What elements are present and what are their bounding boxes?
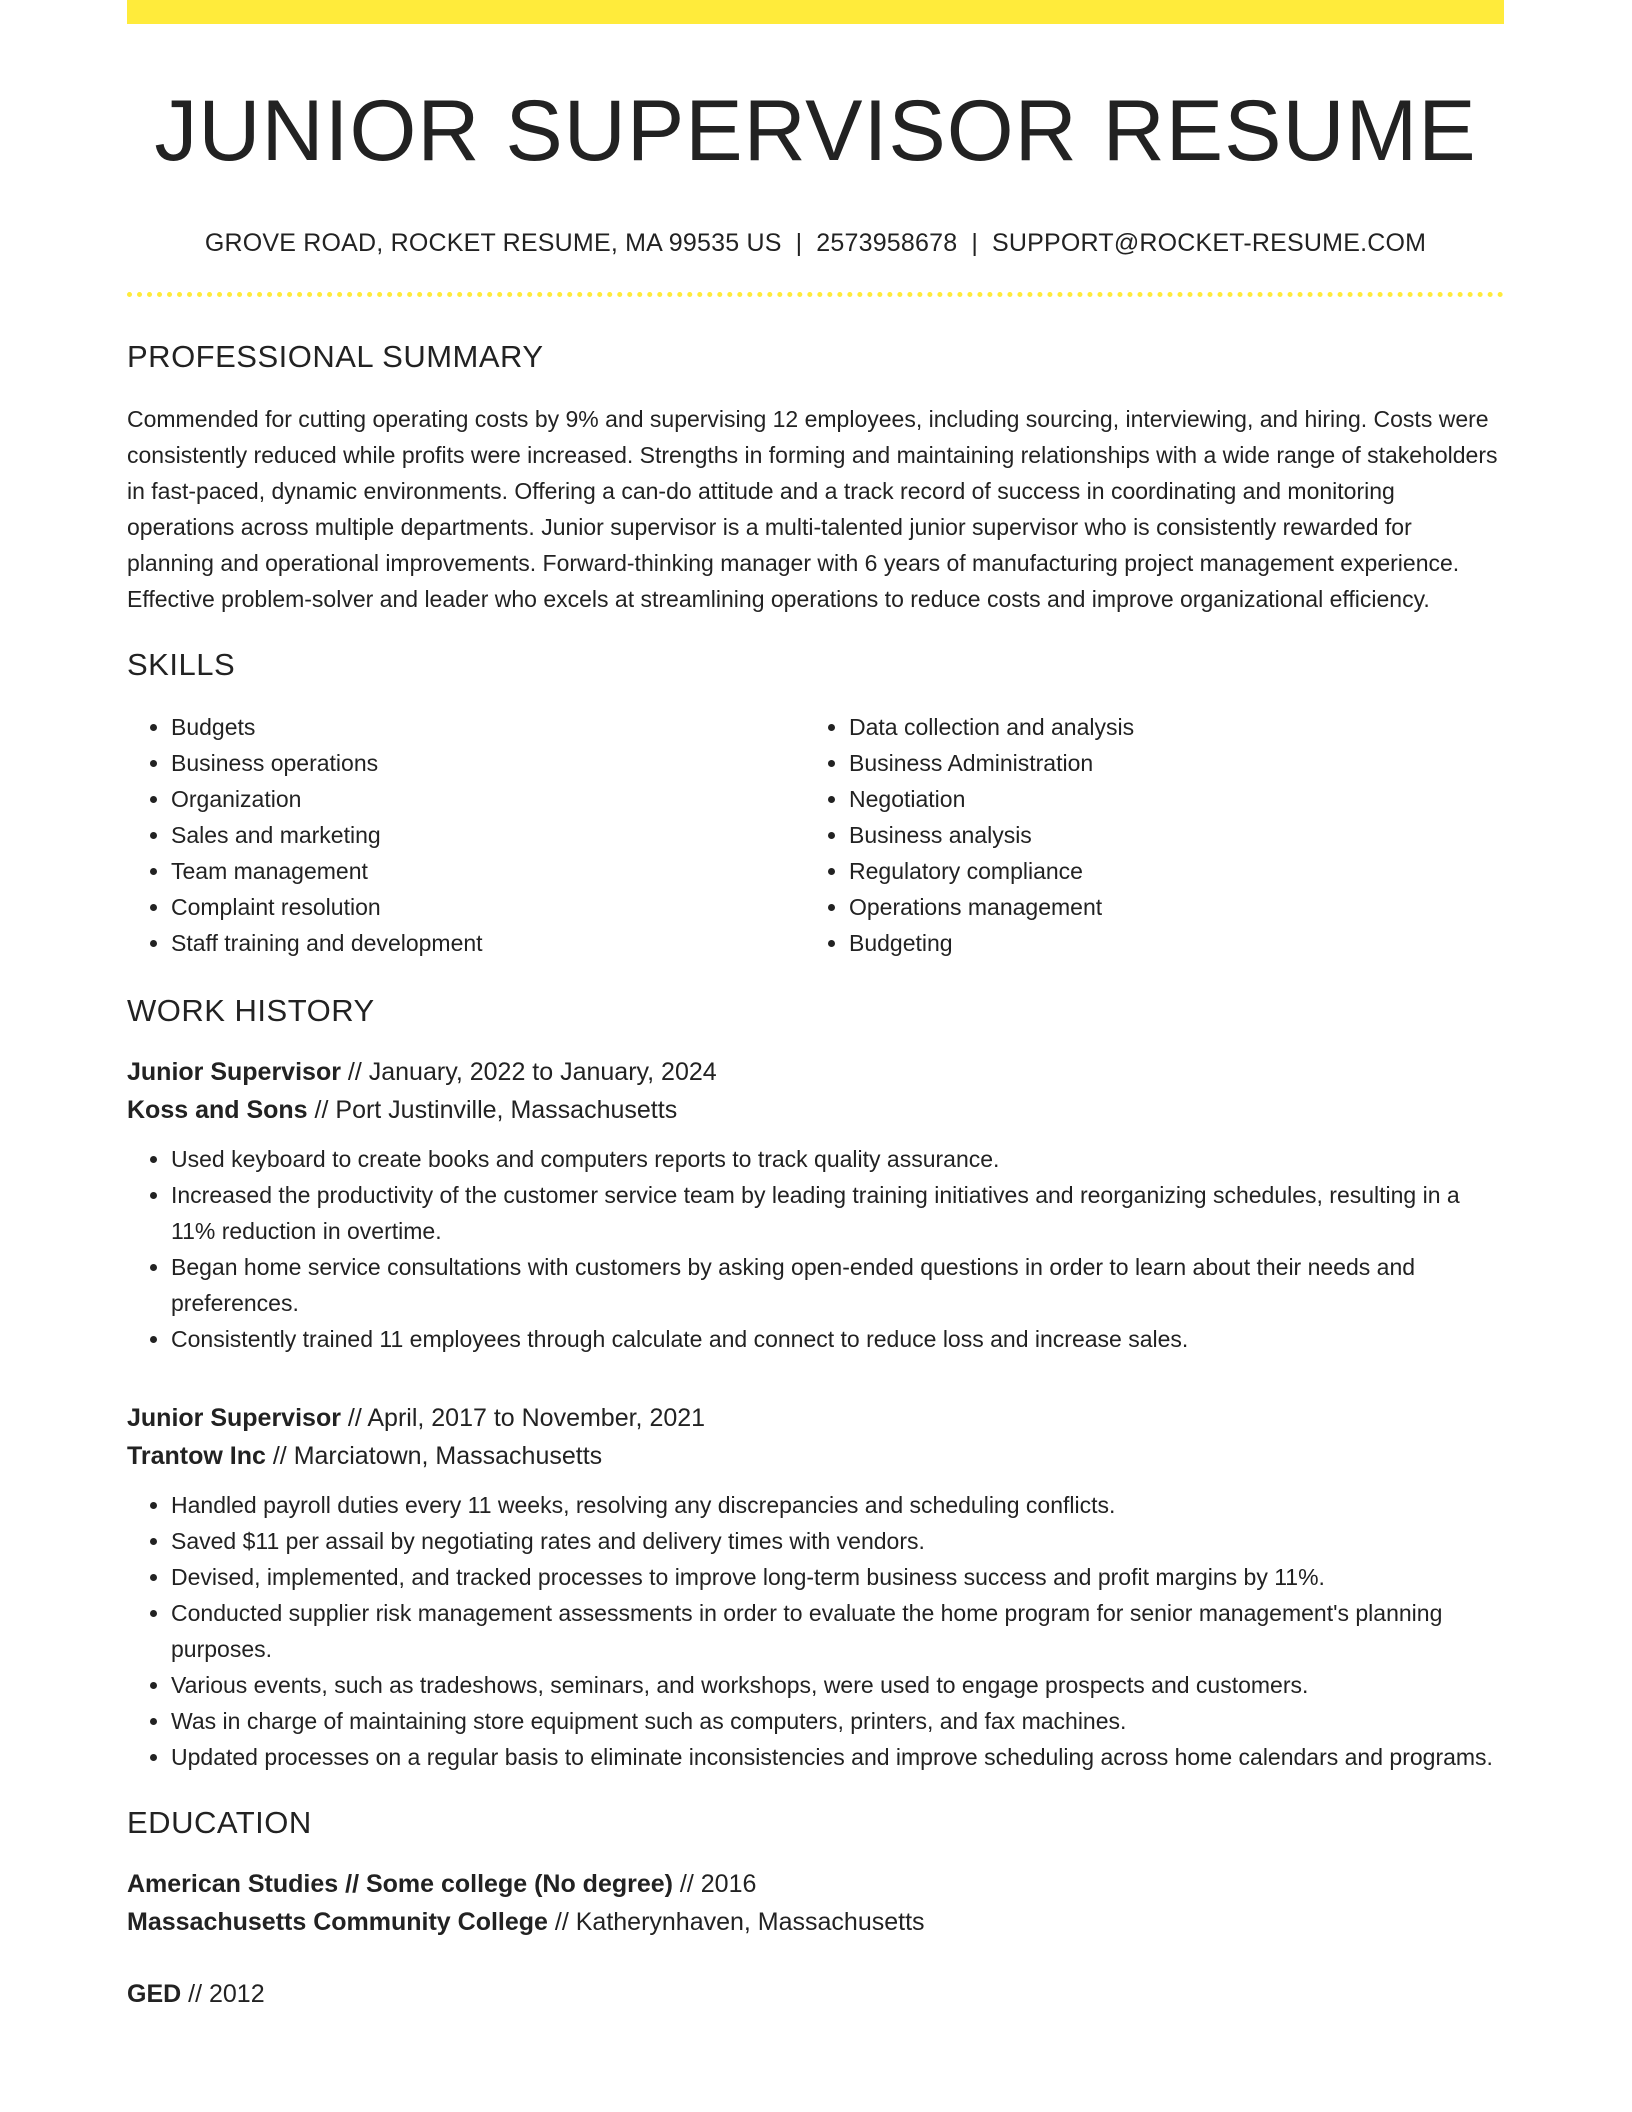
- skill-item: • Budgeting: [849, 925, 1483, 961]
- contact-separator: |: [795, 228, 803, 257]
- contact-phone: 2573958678: [816, 228, 958, 257]
- job-bullet: • Handled payroll duties every 11 weeks, resolving any discrepancies and scheduling conflicts.: [171, 1487, 1504, 1523]
- job-title-line: [127, 1053, 1504, 1091]
- job-company-line: [127, 1437, 1504, 1475]
- skills-list-right: [805, 709, 1483, 961]
- skill-item: • Sales and marketing: [171, 817, 805, 853]
- job-company: Koss and Sons: [127, 1095, 308, 1124]
- field-separator: //: [307, 1095, 336, 1124]
- skill-item: • Budgets: [171, 709, 805, 745]
- education-degree: American Studies // Some college (No degree): [127, 1869, 673, 1898]
- job-bullet: • Increased the productivity of the customer service team by leading training initiatives and reorganizing schedules, resulting in a 11% reduction in overtime.: [171, 1177, 1504, 1249]
- job-dates: January, 2022 to January, 2024: [368, 1057, 717, 1086]
- field-separator: //: [181, 1979, 209, 2008]
- job-entry: [127, 1399, 1504, 1775]
- skill-item: • Business operations: [171, 745, 805, 781]
- education-degree: GED: [127, 1979, 182, 2008]
- education-location: Katherynhaven, Massachusetts: [575, 1907, 925, 1936]
- contact-separator: |: [971, 228, 979, 257]
- skill-item: • Negotiation: [849, 781, 1483, 817]
- contact-address: GROVE ROAD, ROCKET RESUME, MA 99535 US: [204, 228, 782, 257]
- field-separator: //: [547, 1907, 576, 1936]
- education-heading: EDUCATION: [127, 1804, 312, 1840]
- skill-item: • Organization: [171, 781, 805, 817]
- work-history-heading: WORK HISTORY: [127, 992, 375, 1028]
- skill-item: • Staff training and development: [171, 925, 805, 961]
- job-dates: April, 2017 to November, 2021: [367, 1403, 706, 1432]
- skills-heading: SKILLS: [127, 646, 236, 682]
- job-title-line: [127, 1399, 1504, 1437]
- contact-line: [127, 229, 1504, 258]
- education-year: 2016: [700, 1869, 757, 1898]
- resume-title: JUNIOR SUPERVISOR RESUME: [154, 83, 1477, 179]
- skill-item: • Data collection and analysis: [849, 709, 1483, 745]
- education-entry: [127, 1975, 1504, 2013]
- summary-text: Commended for cutting operating costs by 9% and supervising 12 employees, including sourcing, interviewing, and hiring. Costs were consistently reduced while profits were increased. Strengths in forming and maintaining relationships with a wide range of stakeholders in fast-paced, dynamic environments. Offering a can-do attitude and a track record of success in coordinating and monitoring operations across multiple departments. Junior supervisor is a multi-talented junior supervisor who is consistently rewarded for planning and operational improvements. Forward-thinking manager with 6 years of manufacturing project management experience. Effective problem-solver and leader who excels at streamlining operations to reduce costs and improve organizational efficiency.: [127, 405, 1498, 612]
- skill-item: • Business analysis: [849, 817, 1483, 853]
- job-bullet: • Updated processes on a regular basis to eliminate inconsistencies and improve scheduling across home calendars and programs.: [171, 1739, 1504, 1775]
- skills-list-left: [127, 709, 805, 961]
- contact-email: SUPPORT@ROCKET-RESUME.COM: [992, 228, 1427, 257]
- job-bullet: • Conducted supplier risk management assessments in order to evaluate the home program for senior management's planning purposes.: [171, 1595, 1504, 1667]
- skills-grid: [127, 709, 1504, 961]
- top-accent-bar: [127, 0, 1504, 24]
- education-degree-line: [127, 1975, 1504, 2013]
- field-separator: //: [340, 1057, 369, 1086]
- job-bullet: • Devised, implemented, and tracked processes to improve long-term business success and profit margins by 11%.: [171, 1559, 1504, 1595]
- job-bullet: • Began home service consultations with customers by asking open-ended questions in order to learn about their needs and preferences.: [171, 1249, 1504, 1321]
- skill-item: • Complaint resolution: [171, 889, 805, 925]
- job-location: Port Justinville, Massachusetts: [335, 1095, 678, 1124]
- education-entry: [127, 1865, 1504, 1941]
- job-bullet: • Various events, such as tradeshows, seminars, and workshops, were used to engage prospects and customers.: [171, 1667, 1504, 1703]
- job-bullet: • Was in charge of maintaining store equipment such as computers, printers, and fax machines.: [171, 1703, 1504, 1739]
- job-entry: [127, 1053, 1504, 1357]
- field-separator: //: [265, 1441, 294, 1470]
- education-school-line: [127, 1903, 1504, 1941]
- job-bullet: • Saved $11 per assail by negotiating rates and delivery times with vendors.: [171, 1523, 1504, 1559]
- skill-item: • Business Administration: [849, 745, 1483, 781]
- job-role: Junior Supervisor: [127, 1057, 341, 1086]
- job-bullet: • Used keyboard to create books and computers reports to track quality assurance.: [171, 1141, 1504, 1177]
- skill-item: • Regulatory compliance: [849, 853, 1483, 889]
- job-company-line: [127, 1091, 1504, 1129]
- job-location: Marciatown, Massachusetts: [293, 1441, 603, 1470]
- field-separator: //: [340, 1403, 368, 1432]
- job-bullets: [127, 1141, 1504, 1357]
- job-bullet: • Consistently trained 11 employees through calculate and connect to reduce loss and increase sales.: [171, 1321, 1504, 1357]
- resume-page: [127, 0, 1504, 2013]
- header-divider: [127, 292, 1504, 297]
- summary-heading: PROFESSIONAL SUMMARY: [127, 338, 544, 374]
- skill-item: • Operations management: [849, 889, 1483, 925]
- education-degree-line: [127, 1865, 1504, 1903]
- education-year: 2012: [208, 1979, 265, 2008]
- job-bullets: [127, 1487, 1504, 1775]
- skill-item: • Team management: [171, 853, 805, 889]
- job-company: Trantow Inc: [127, 1441, 266, 1470]
- education-school: Massachusetts Community College: [127, 1907, 548, 1936]
- job-role: Junior Supervisor: [127, 1403, 341, 1432]
- field-separator: //: [672, 1869, 701, 1898]
